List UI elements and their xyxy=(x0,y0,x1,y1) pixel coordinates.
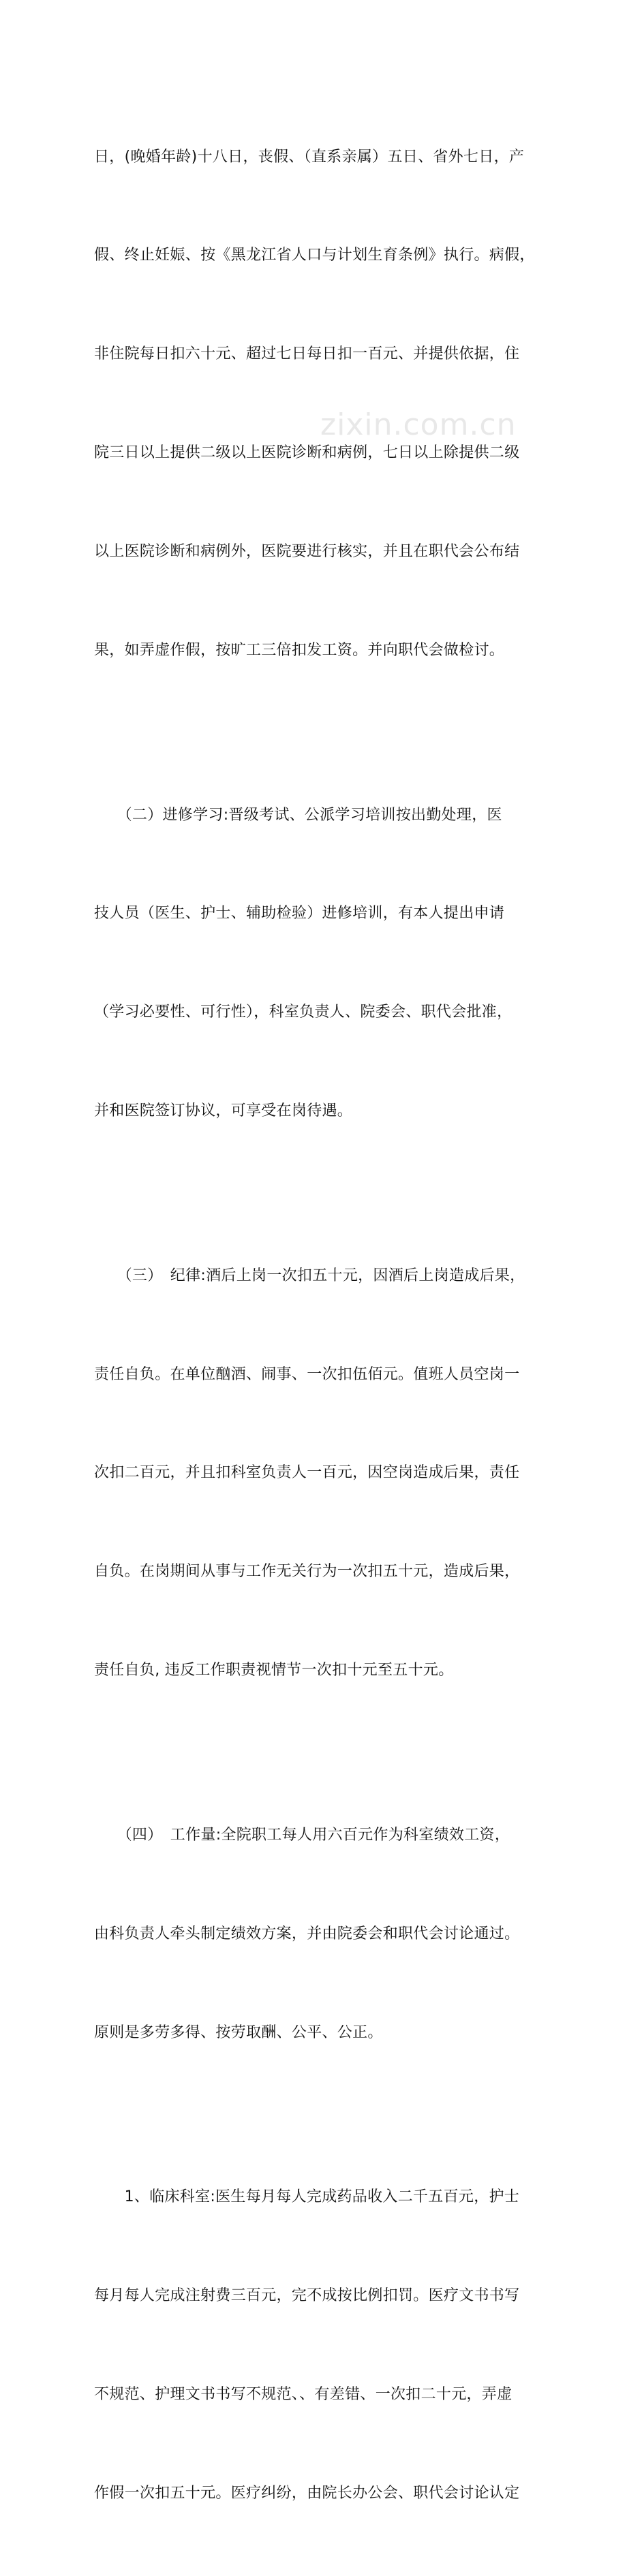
text-line: （二）进修学习:晋级考试、公派学习培训按出勤处理，医 xyxy=(94,806,502,824)
text-line: 技人员（医生、护士、辅助检验）进修培训，有本人提出申请 xyxy=(94,905,505,922)
text-line: 非住院每日扣六十元、超过七日每日扣一百元、并提供依据，住 xyxy=(94,345,520,363)
text-line: 果，如弄虚作假，按旷工三倍扣发工资。并向职代会做检讨。 xyxy=(94,642,505,659)
watermark-text: zixin.com.cn xyxy=(320,407,517,442)
paragraph-workload-rules xyxy=(94,1753,544,2115)
paragraph-clinical-rules xyxy=(94,2115,544,2575)
text-line: 1、临床科室:医生每月每人完成药品收入二千五百元，护士 xyxy=(94,2188,520,2205)
text-line: （四） 工作量:全院职工每人用六百元作为科室绩效工资， xyxy=(94,1826,510,1844)
text-line: 作假一次扣五十元。医疗纠纷，由院长办公会、职代会讨论认定 xyxy=(94,2484,520,2502)
text-line: 次扣二百元，并且扣科室负责人一百元，因空岗造成后果，责任 xyxy=(94,1464,520,1482)
text-line: 不规范、护理文书书写不规范、、有差错、一次扣二十元，弄虚 xyxy=(94,2385,513,2403)
paragraph-study-rules xyxy=(94,733,544,1194)
text-line: （学习必要性、可行性），科室负责人、院委会、职代会批准， xyxy=(94,1004,513,1021)
text-line: 假、终止妊娠、按《黑龙江省人口与计划生育条例》执行。病假， xyxy=(94,247,535,264)
text-line: 由科负责人牵头制定绩效方案，并由院委会和职代会讨论通过。 xyxy=(94,1925,520,1942)
text-line: 并和医院签订协议，可享受在岗待遇。 xyxy=(94,1102,353,1120)
text-line: 每月每人完成注射费三百元，完不成按比例扣罚。医疗文书书写 xyxy=(94,2286,520,2304)
document-body xyxy=(94,75,544,2576)
paragraph-discipline-rules xyxy=(94,1194,544,1753)
text-line: 院三日以上提供二级以上医院诊断和病例，七日以上除提供二级 xyxy=(94,444,520,462)
text-line: 责任自负。在单位酗酒、闹事、一次扣伍佰元。值班人员空岗一 xyxy=(94,1365,520,1383)
text-line: （三） 纪律:酒后上岗一次扣五十元，因酒后上岗造成后果， xyxy=(94,1267,525,1284)
paragraph-leave-rules xyxy=(94,75,544,733)
text-line: 以上医院诊断和病例外，医院要进行核实，并且在职代会公布结 xyxy=(94,543,520,561)
text-line: 自负。在岗期间从事与工作无关行为一次扣五十元，造成后果， xyxy=(94,1563,520,1581)
text-line: 原则是多劳多得、按劳取酬、公平、公正。 xyxy=(94,2023,383,2041)
text-line: 日，(晚婚年龄)十八日，丧假、（直系亲属）五日、省外七日，产 xyxy=(94,148,525,166)
text-line: 责任自负, 违反工作职责视情节一次扣十元至五十元。 xyxy=(94,1662,454,1679)
